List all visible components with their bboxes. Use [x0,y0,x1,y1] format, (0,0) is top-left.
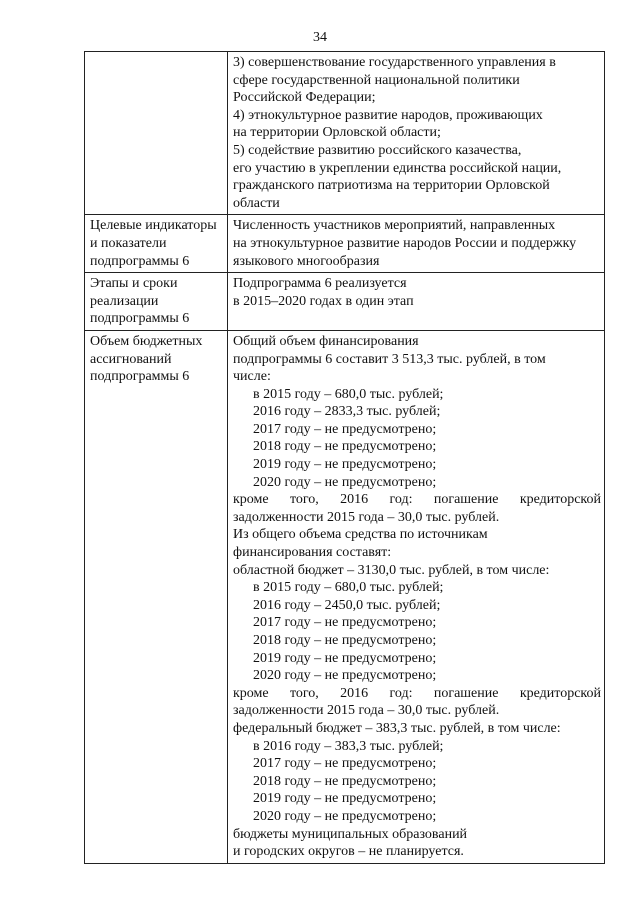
text-line: 2019 году – не предусмотрено; [253,650,437,666]
row-label-cell [85,330,228,863]
text-line: в 2015 году – 680,0 тыс. рублей; [253,386,444,402]
word: погашение [433,492,499,508]
word: год: [389,685,413,701]
label-line: подпрограммы 6 [90,369,190,385]
word: кроме [233,492,269,508]
word: год: [389,492,413,508]
text-line: Российской Федерации; [233,90,376,106]
label-line: Целевые индикаторы [90,218,217,234]
text-line: 2019 году – не предусмотрено; [253,791,437,807]
text-line: Численность участников мероприятий, направленных [233,218,556,234]
label-line: Объем бюджетных [90,333,203,349]
text-line: 2019 году – не предусмотрено; [253,457,437,473]
word: кредиторской [519,685,601,701]
word: кредиторской [519,492,601,508]
text-line: 2018 году – не предусмотрено; [253,773,437,789]
text-line: в 2015–2020 годах в один этап [233,293,414,309]
text-line: 2016 году – 2450,0 тыс. рублей; [253,597,441,613]
label-line: реализации [90,293,159,309]
text-line: задолженности 2015 года – 30,0 тыс. рублей. [233,703,500,719]
row-content-cell [228,215,605,273]
text-line: в 2015 году – 680,0 тыс. рублей; [253,580,444,596]
text-line: Подпрограмма 6 реализуется [233,276,407,292]
text-line: 2017 году – не предусмотрено; [253,756,437,772]
text-line: 2018 году – не предусмотрено; [253,439,437,455]
text-line: Из общего объема средства по источникам [233,527,488,543]
row-label-cell [85,273,228,331]
word: погашение [433,685,499,701]
justified-text-line [233,685,601,703]
text-line: 2020 году – не предусмотрено; [253,668,437,684]
page-number: 34 [313,30,327,45]
word: того, [289,492,319,508]
text-line: 2017 году – не предусмотрено; [253,615,437,631]
table-row-objectives [85,52,605,215]
text-line: задолженности 2015 года – 30,0 тыс. рублей. [233,509,500,525]
text-line: 2020 году – не предусмотрено; [253,474,437,490]
text-line: сфере государственной национальной политики [233,72,520,88]
text-line: Общий объем финансирования [233,333,419,349]
row-content-cell [228,273,605,331]
text-line: области [233,195,280,211]
word: 2016 [340,492,369,508]
label-line: подпрограммы 6 [90,311,190,327]
row-label-cell [85,215,228,273]
justified-text-line [233,491,601,509]
text-line: гражданского патриотизма на территории Орловской [233,178,550,194]
text-line: федеральный бюджет – 383,3 тыс. рублей, в том числе: [233,720,561,736]
text-line: на территории Орловской области; [233,125,441,141]
label-line: ассигнований [90,351,172,367]
table-row-stages [85,273,605,331]
text-line: языкового многообразия [233,253,380,269]
text-line: в 2016 году – 383,3 тыс. рублей; [253,738,444,754]
row-label-cell [85,52,228,215]
text-line: числе: [233,369,271,385]
text-line: областной бюджет – 3130,0 тыс. рублей, в том числе: [233,562,550,578]
text-line: подпрограммы 6 составит 3 513,3 тыс. рублей, в том [233,351,546,367]
text-line: финансирования составят: [233,545,392,561]
table-row-budget [85,330,605,863]
text-line: на этнокультурное развитие народов России и поддержку [233,235,577,251]
text-line: 2020 году – не предусмотрено; [253,808,437,824]
word: 2016 [340,685,369,701]
row-content-cell [228,52,605,215]
text-line: 4) этнокультурное развитие народов, проживающих [233,107,543,123]
text-line: 5) содействие развитию российского казачества, [233,142,522,158]
label-line: подпрограммы 6 [90,253,190,269]
word: кроме [233,685,269,701]
text-line: 2018 году – не предусмотрено; [253,633,437,648]
table-row-indicators [85,215,605,273]
text-line: 2017 году – не предусмотрено; [253,421,437,437]
word: того, [289,685,319,701]
row-content-cell [228,330,605,863]
passport-table [84,51,605,864]
label-line: и показатели [90,235,167,251]
label-line: Этапы и сроки [90,276,178,292]
text-line: 2016 году – 2833,3 тыс. рублей; [253,404,441,420]
text-line: его участию в укреплении единства российской нации, [233,160,562,176]
text-line: и городских округов – не планируется. [233,844,464,860]
text-line: бюджеты муниципальных образований [233,826,468,842]
text-line: 3) совершенствование государственного управления в [233,55,556,70]
